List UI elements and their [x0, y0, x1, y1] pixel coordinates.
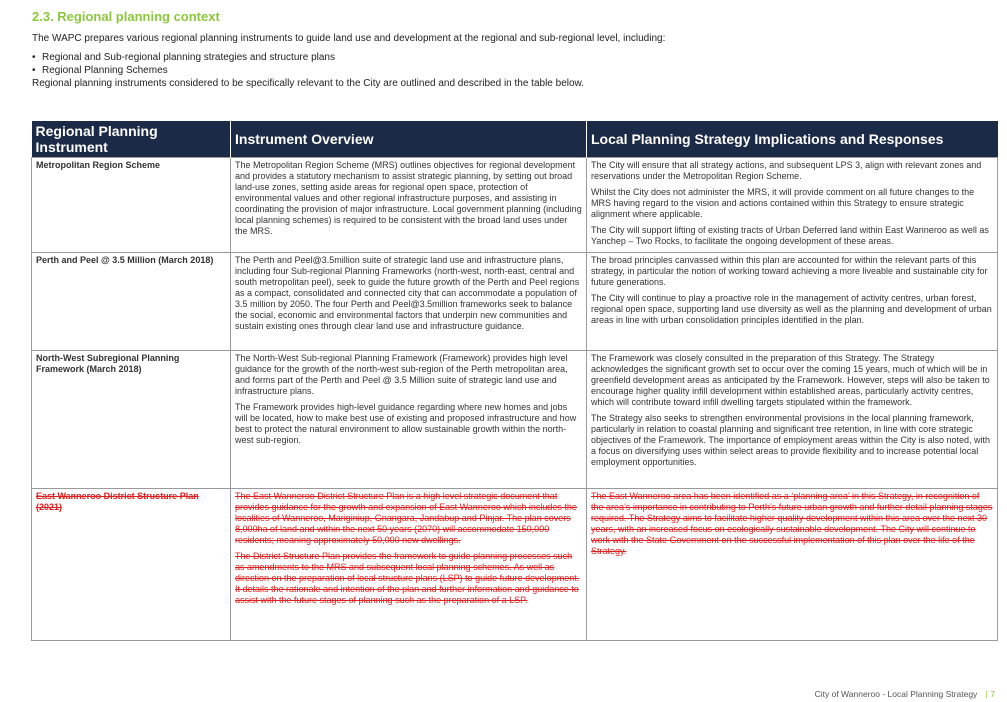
- regional-planning-table: [31, 121, 998, 641]
- implications-cell: [587, 489, 998, 641]
- implications-paragraph: The broad principles canvassed within this plan are accounted for within the relevant parts of this strategy, in particular the notion of working toward achieving a more liveable and sustainable city for future generations.: [591, 255, 988, 287]
- page-number: 7: [990, 689, 995, 699]
- overview-paragraph: The North-West Sub-regional Planning Framework (Framework) provides high level guidance for the growth of the north-west sub-region of the Perth metropolitan area, and forms part of the Perth and Peel @ 3.5 Million suite of strategic land use and infrastructure plans.: [235, 353, 568, 396]
- table-row: [32, 253, 998, 351]
- overview-cell: [231, 158, 587, 253]
- implications-paragraph: The City will ensure that all strategy actions, and subsequent LPS 3, align with relevant zones and reservations under the Metropolitan Region Scheme.: [591, 160, 982, 181]
- table-header-row: [32, 121, 998, 158]
- implications-paragraph: The Framework was closely consulted in the preparation of this Strategy. The Strategy acknowledges the significant growth set to occur over the coming 15 years, much of which will be in greenfield development areas as anticipated by the Framework. However, steps will also be taken to encourage higher quality infill development within established areas, particularly activity centres, which will contribute toward infill dwelling targets stipulated within the framework.: [591, 353, 990, 407]
- instrument-bullet-list: [32, 52, 335, 77]
- header-implications: Local Planning Strategy Implications and Responses: [587, 121, 998, 158]
- table-row: [32, 158, 998, 253]
- footer-document-title: City of Wanneroo - Local Planning Strategy: [814, 689, 978, 699]
- instrument-name: East Wanneroo District Structure Plan (2021): [32, 489, 231, 641]
- footer-separator: |: [985, 689, 988, 699]
- implications-paragraph: The East Wanneroo area has been identified as a ‘planning area’ in this Strategy, in recognition of the area’s importance in contributing to Perth’s future urban growth and further detail planning stages required. The Strategy aims to facilitate higher quality development within this area over the next 30 years, with an increased focus on ecologically sustainable development. The City will continue to work with the State Government on the successful implementation of this plan over the life of the Strategy.: [591, 491, 993, 556]
- intro-paragraph: The WAPC prepares various regional planning instruments to guide land use and development at the regional and sub-regional level, including:: [32, 33, 666, 44]
- bullet-item: • Regional Planning Schemes: [32, 65, 335, 78]
- implications-cell: [587, 158, 998, 253]
- overview-paragraph: The Framework provides high-level guidance regarding where new homes and jobs will be located, how to make best use of existing and proposed infrastructure and how best to protect the natural environment to allow sustainable growth within the north-west sub-region.: [235, 402, 577, 445]
- overview-paragraph: The District Structure Plan provides the framework to guide planning processes such as amendments to the MRS and subsequent local planning schemes. As well as direction on the preparation of local structure plans (LSP) to guide future development. It details the rationale and intention of the plan and further information and guidance to assist with the future stages of planning such as the preparation of a LSP.: [235, 551, 580, 605]
- implications-paragraph: The City will support lifting of existing tracts of Urban Deferred land within East Wanneroo as well as Yanchep – Two Rocks, to facilitate the ongoing development of these areas.: [591, 225, 989, 246]
- overview-paragraph: The East Wanneroo District Structure Plan is a high level strategic document that provides guidance for the growth and expansion of East Wanneroo which includes the localities of Wanneroo, Mariginiup, Gnangara, Jandabup and Pinjar. The plan covers 8,000ha of land and within the next 50 years (2070) will accommodate 150,000 residents; meaning approximately 50,000 new dwellings.: [235, 491, 577, 545]
- overview-paragraph: The Perth and Peel@3.5million suite of strategic land use and infrastructure plans, including four Sub-regional Planning Frameworks (north-west, north-east, central and south metropolitan peel), seek to guide the future growth of the Perth and Peel regions as a compact, consolidated and connected city that can accommodate a population of 3.5 million by 2050. The four Perth and Peel@3.5million frameworks seek to balance the social, economic and environmental factors that underpin new communities and sustain existing ones through clear land use and infrastructure guidance.: [235, 255, 580, 331]
- bullet-item: • Regional and Sub-regional planning strategies and structure plans: [32, 52, 335, 65]
- implications-paragraph: Whilst the City does not administer the MRS, it will provide comment on all future changes to the MRS having regard to the vision and actions contained within this Strategy to ensure strategic alignment where applicable.: [591, 187, 975, 219]
- overview-cell: [231, 489, 587, 641]
- overview-cell: [231, 351, 587, 489]
- overview-cell: [231, 253, 587, 351]
- page-footer: [815, 689, 995, 699]
- table-row-struck: [32, 489, 998, 641]
- implications-cell: [587, 253, 998, 351]
- implications-paragraph: The Strategy also seeks to strengthen environmental provisions in the local planning framework, particularly in relation to coastal planning and significant tree retention, in line with core strategic objectives of the Framework. The importance of employment areas within the City is also noted, with a focus on diversifying uses within select areas to provide flexibility and to increase potential local employment opportunities.: [591, 413, 991, 467]
- instrument-name: Metropolitan Region Scheme: [32, 158, 231, 253]
- section-heading: 2.3. Regional planning context: [32, 9, 220, 24]
- implications-paragraph: The City will continue to play a proactive role in the management of activity centres, urban forest, regional open space, supporting land use diversity as well as the planning and development of urban areas in line with urban consolidation principles identified in the plan.: [591, 293, 992, 325]
- table-lead-paragraph: Regional planning instruments considered to be specifically relevant to the City are outlined and described in the table below.: [32, 78, 585, 89]
- implications-cell: [587, 351, 998, 489]
- instrument-name: Perth and Peel @ 3.5 Million (March 2018): [32, 253, 231, 351]
- header-overview: Instrument Overview: [231, 121, 587, 158]
- overview-paragraph: The Metropolitan Region Scheme (MRS) outlines objectives for regional development and provides a statutory mechanism to assist strategic planning, by setting out broad land-use zones, setting aside areas for regional open space, protection of environmental values and other regional infrastructure purposes, and assisting in coordinating the provision of major infrastructure. Local government planning (including local planning schemes) is required to be consistent with the broad land uses under the MRS.: [235, 160, 582, 236]
- header-instrument: Regional Planning Instrument: [32, 121, 231, 158]
- instrument-name: North-West Subregional Planning Framework (March 2018): [32, 351, 231, 489]
- table-row: [32, 351, 998, 489]
